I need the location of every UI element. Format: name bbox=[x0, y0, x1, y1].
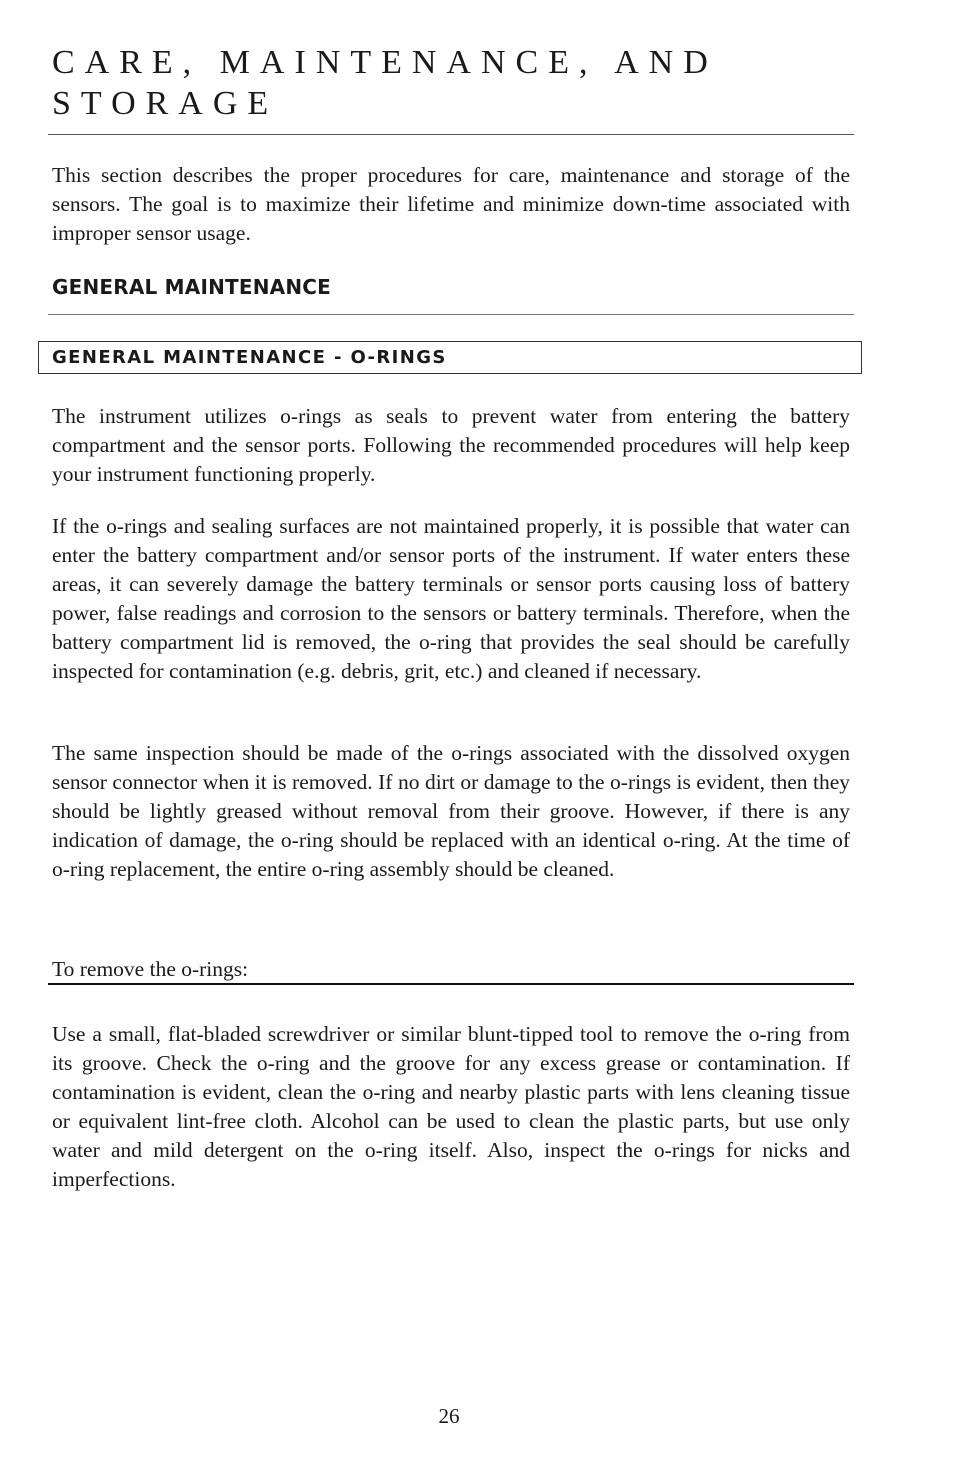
paragraph-orings-purpose: The instrument utilizes o-rings as seals to prevent water from entering the battery compartment and the sensor ports. Following the recommended procedures will help keep your instrument functioning properly. bbox=[52, 404, 850, 486]
title-divider bbox=[48, 134, 854, 135]
removal-paragraph: Use a small, flat-bladed screwdriver or similar blunt-tipped tool to remove the o-ring from its groove. Check the o-ring and the groove for any excess grease or contamination. If contamination is evident, clean the o-ring and nearby plastic parts with lens cleaning tissue or equivalent lint-free cloth. Alcohol can be used to clean the plastic parts, but use only water and mild detergent on the o-ring itself. Also, inspect the o-rings for nicks and imperfections. bbox=[52, 1022, 850, 1191]
paragraph-orings-inspection: The same inspection should be made of the o-rings associated with the dissolved oxygen sensor connector when it is removed. If no dirt or damage to the o-rings is evident, then they should be lightly greased without removal from their groove. However, if there is any indication of damage, the o-ring should be replaced with an identical o-ring. At the time of o-ring replacement, the entire o-ring assembly should be cleaned. bbox=[52, 741, 850, 881]
subsection-heading: GENERAL MAINTENANCE - O-RINGS bbox=[52, 347, 447, 368]
removal-label: To remove the o-rings: bbox=[52, 957, 249, 981]
section-heading: GENERAL MAINTENANCE bbox=[52, 275, 332, 299]
removal-label-underline bbox=[48, 983, 854, 985]
page-title-line-1: CARE, MAINTENANCE, AND bbox=[52, 44, 718, 81]
subsection-heading-box bbox=[38, 341, 862, 374]
intro-paragraph: This section describes the proper procedures for care, maintenance and storage of the sensors. The goal is to maximize their lifetime and minimize down-time associated with improper sensor usage. bbox=[52, 163, 850, 245]
section-divider bbox=[48, 314, 854, 315]
page-title-line-2: STORAGE bbox=[52, 85, 279, 122]
paragraph-orings-risk: If the o-rings and sealing surfaces are not maintained properly, it is possible that water can enter the battery compartment and/or sensor ports of the instrument. If water enters these areas, it can severely damage the battery terminals or sensor ports causing loss of battery power, false readings and corrosion to the sensors or battery terminals. Therefore, when the battery compartment lid is removed, the o-ring that provides the seal should be carefully inspected for contamination (e.g. debris, grit, etc.) and cleaned if necessary. bbox=[52, 514, 850, 683]
page-number: 26 bbox=[438, 1404, 460, 1428]
page-title bbox=[52, 42, 852, 124]
